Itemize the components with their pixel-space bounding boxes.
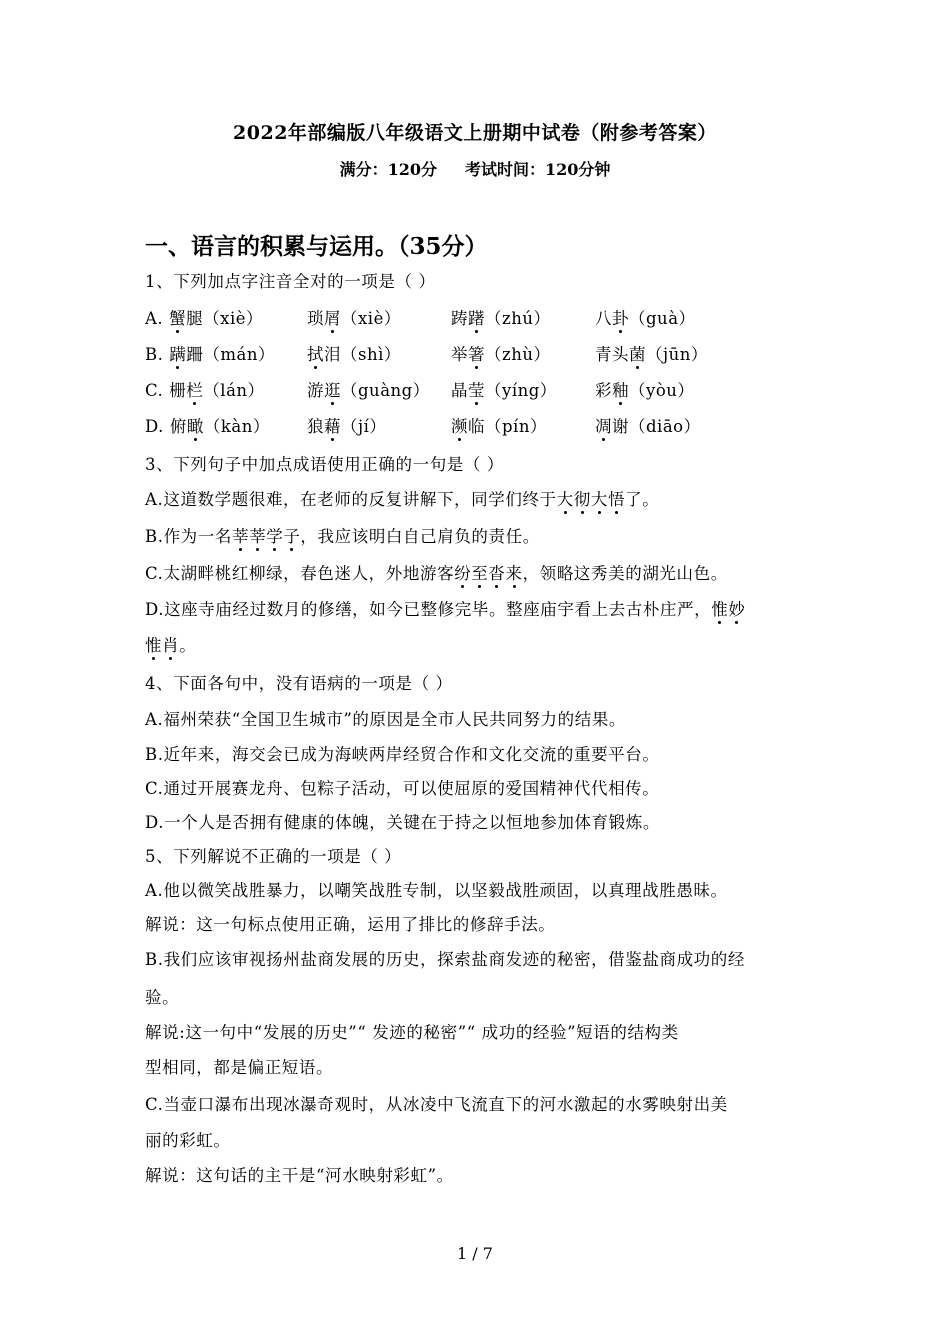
dotted-char: 子 [283, 523, 300, 547]
question-3-option-d-line1 [145, 596, 746, 620]
word-part-with-pinyin: 谢（diāo） [612, 417, 701, 436]
dotted-char: 卦 [612, 305, 629, 329]
option-a-item [595, 305, 696, 329]
option-text: B.作为一名 [145, 527, 232, 546]
word-part-with-pinyin: 临（pín） [468, 417, 547, 436]
word-part: 狼 [307, 417, 324, 436]
dotted-idiom [557, 490, 625, 509]
option-c-item [307, 377, 430, 401]
word-part-with-pinyin: （guà） [629, 309, 696, 328]
dotted-char: 肖 [162, 632, 179, 656]
dotted-char: 拭 [307, 341, 324, 365]
dotted-char: 莘 [249, 523, 266, 547]
word-part: 琐 [307, 309, 324, 328]
question-5-option-b-cont: 验。 [145, 988, 180, 1007]
option-text: ，我应该明白自己肩负的责任。 [300, 527, 540, 546]
dotted-idiom [711, 600, 745, 619]
exam-time: 考试时间：120分钟 [465, 160, 611, 179]
question-3-stem: 3、下列句子中加点成语使用正确的一句是（ ） [145, 455, 504, 474]
word-part: 八 [595, 309, 612, 328]
word-part: 游 [307, 381, 324, 400]
word-part: 青头 [595, 345, 629, 364]
dotted-char: 彻 [574, 486, 591, 510]
word-part-with-pinyin: （yíng） [485, 381, 557, 400]
word-part: 俯 [169, 417, 187, 436]
question-5-option-a: A.他以微笑战胜暴力，以嘲笑战胜专制，以坚毅战胜顽固，以真理战胜愚昧。 [145, 881, 728, 900]
word-part: 彩 [595, 381, 612, 400]
word-part-with-pinyin: （jí） [341, 417, 387, 436]
question-4-option-b: B.近年来，海交会已成为海峡两岸经贸合作和文化交流的重要平台。 [145, 745, 660, 764]
option-d-item [451, 413, 547, 437]
option-d-item [595, 413, 701, 437]
question-5-stem: 5、下列解说不正确的一项是（ ） [145, 847, 402, 866]
word-part-with-pinyin: 泪（shì） [324, 345, 401, 364]
dotted-char: 屑 [324, 305, 341, 329]
option-label: B. [145, 345, 164, 364]
word-part: 举 [451, 345, 468, 364]
option-b-item [595, 341, 708, 365]
option-a-item [451, 305, 550, 329]
option-text: C.太湖畔桃红柳绿，春色迷人，外地游客 [145, 564, 455, 583]
question-5-option-c-note: 解说：这句话的主干是“河水映射彩虹”。 [145, 1166, 454, 1185]
dotted-idiom [454, 564, 522, 583]
word-part-with-pinyin: 跚（mán） [186, 345, 275, 364]
dotted-char: 惟 [711, 596, 728, 620]
dotted-char: 凋 [595, 413, 612, 437]
word-part-with-pinyin: （kàn） [203, 417, 270, 436]
exam-info [0, 157, 950, 180]
word-part: 栅 [169, 381, 187, 400]
dotted-idiom [232, 527, 300, 546]
option-text: D.这座寺庙经过数月的修缮，如今已整修完毕。整座庙宇看上去古朴庄严， [145, 600, 712, 619]
option-c-item [145, 377, 265, 401]
question-3-option-b [145, 523, 540, 547]
dotted-char: 妙 [728, 596, 745, 620]
option-b-item [451, 341, 550, 365]
question-5-option-b-note-cont: 型相同，都是偏正短语。 [145, 1058, 334, 1077]
word-part-with-pinyin: （xiè） [341, 309, 401, 328]
dotted-char: 至 [471, 560, 488, 584]
word-part-with-pinyin: （lán） [203, 381, 265, 400]
dotted-char: 蹒 [169, 341, 186, 365]
question-4-option-a: A.福州荣获“全国卫生城市”的原因是全市人民共同努力的结果。 [145, 710, 627, 729]
option-text: 。 [179, 636, 197, 655]
section-heading: 一、语言的积累与运用。（35分） [145, 233, 488, 260]
option-d-item [145, 413, 270, 437]
dotted-char: 箸 [468, 341, 485, 365]
dotted-char: 来 [506, 560, 523, 584]
word-part-with-pinyin: （guàng） [341, 381, 430, 400]
word-part: 踌 [451, 309, 468, 328]
question-5-option-c: C.当壶口瀑布出现冰瀑奇观时，从冰凌中飞流直下的河水激起的水雾映射出美 [145, 1095, 728, 1114]
word-part: 晶 [451, 381, 468, 400]
dotted-char: 大 [557, 486, 574, 510]
option-label: A. [145, 309, 164, 328]
dotted-char: 莹 [468, 377, 485, 401]
dotted-char: 逛 [324, 377, 341, 401]
dotted-char: 莘 [232, 523, 249, 547]
question-5-option-b: B.我们应该审视扬州盐商发展的历史，探索盐商发迹的秘密，借鉴盐商成功的经 [145, 950, 745, 969]
question-4-stem: 4、下面各句中，没有语病的一项是（ ） [145, 674, 453, 693]
option-a-item [145, 305, 263, 329]
dotted-char: 惟 [145, 632, 162, 656]
word-part-with-pinyin: （yòu） [629, 381, 695, 400]
page-number: 1 / 7 [457, 1244, 493, 1263]
option-text: A.这道数学题很难，在老师的反复讲解下，同学们终于 [145, 490, 557, 509]
word-part-with-pinyin: （zhù） [485, 345, 551, 364]
option-b-item [307, 341, 401, 365]
question-4-option-d: D.一个人是否拥有健康的体魄，关键在于持之以恒地参加体育锻炼。 [145, 813, 660, 832]
dotted-char: 栏 [186, 377, 203, 401]
option-label: D. [145, 417, 164, 436]
option-text: 了。 [625, 490, 660, 509]
dotted-char: 蟹 [169, 305, 186, 329]
dotted-char: 悟 [608, 486, 625, 510]
dotted-char: 沓 [488, 560, 505, 584]
option-label: C. [145, 381, 164, 400]
option-c-item [451, 377, 557, 401]
option-b-item [145, 341, 275, 365]
full-score: 满分：120分 [339, 160, 437, 179]
dotted-char: 釉 [612, 377, 629, 401]
option-text: ，领略这秀美的湖光山色。 [522, 564, 728, 583]
option-a-item [307, 305, 401, 329]
question-1-stem: 1、下列加点字注音全对的一项是（ ） [145, 272, 436, 291]
dotted-idiom [145, 636, 179, 655]
dotted-char: 藉 [324, 413, 341, 437]
option-d-item [307, 413, 386, 437]
question-5-option-b-note: 解说:这一句中“发展的历史”“ 发迹的秘密”“ 成功的经验”短语的结构类 [145, 1023, 679, 1042]
dotted-char: 纷 [454, 560, 471, 584]
dotted-char: 学 [266, 523, 283, 547]
question-3-option-d-line2 [145, 632, 196, 656]
question-4-option-c: C.通过开展赛龙舟、包粽子活动，可以使屈原的爱国精神代代相传。 [145, 779, 660, 798]
word-part-with-pinyin: （jūn） [646, 345, 708, 364]
question-5-option-c-cont: 丽的彩虹。 [145, 1131, 231, 1150]
dotted-char: 瞰 [187, 413, 204, 437]
word-part-with-pinyin: （zhú） [485, 309, 551, 328]
option-c-item [595, 377, 694, 401]
word-part-with-pinyin: 腿（xiè） [186, 309, 264, 328]
dotted-char: 大 [591, 486, 608, 510]
question-3-option-a [145, 486, 659, 510]
question-3-option-c [145, 560, 728, 584]
page-title: 2022年部编版八年级语文上册期中试卷（附参考答案） [233, 122, 717, 144]
dotted-char: 菌 [629, 341, 646, 365]
dotted-char: 躇 [468, 305, 485, 329]
dotted-char: 濒 [451, 413, 468, 437]
question-5-option-a-note: 解说：这一句标点使用正确，运用了排比的修辞手法。 [145, 915, 556, 934]
